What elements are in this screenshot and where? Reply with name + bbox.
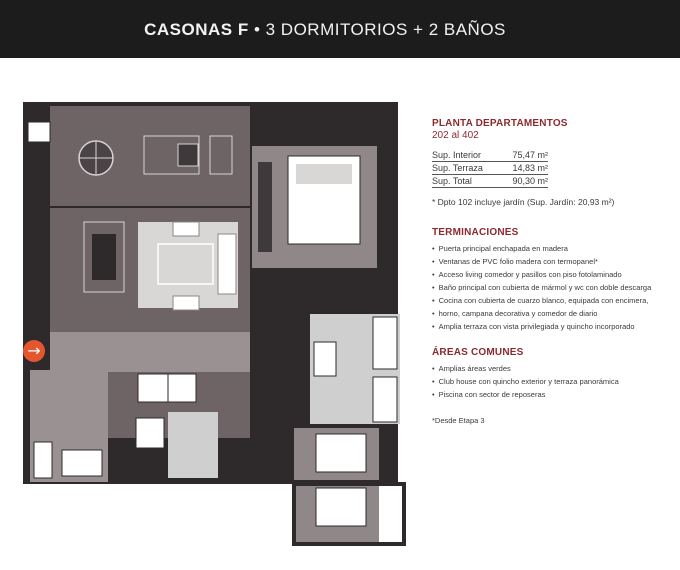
area-value: 75,47 m² [500, 149, 548, 162]
list-item: • Club house con quincho exterior y terraza panorámica [432, 375, 667, 388]
planta-subtitle: 202 al 402 [432, 130, 479, 141]
floor-plan [18, 102, 413, 552]
area-value: 90,30 m² [500, 175, 548, 188]
list-item: • Ventanas de PVC folio madera con termopanel* [432, 255, 667, 268]
bathtub [373, 317, 397, 369]
list-item: • Piscina con sector de reposeras [432, 388, 667, 401]
list-item: • Acceso living comedor y pasillos con piso fotolaminado [432, 268, 667, 281]
area-row [432, 149, 548, 162]
list-item: • Puerta principal enchapada en madera [432, 242, 667, 255]
info-panel [432, 118, 667, 425]
hallway [50, 332, 250, 372]
garden-note: * Dpto 102 incluye jardín (Sup. Jardín: 20,93 m²) [432, 197, 615, 207]
area-value: 14,83 m² [500, 162, 548, 175]
terrace-box [28, 122, 50, 142]
list-item: • horno, campana decorativa y comedor de diario [432, 307, 667, 320]
area-row [432, 162, 548, 175]
entry-arrow-icon: → [23, 340, 45, 362]
list-item: • Amplia terraza con vista privilegiada y quincho incorporado [432, 320, 667, 333]
area-label: Sup. Interior [432, 149, 500, 162]
areas-comunes-list [432, 362, 667, 401]
header-bar [0, 0, 680, 58]
area-label: Sup. Terraza [432, 162, 500, 175]
list-item: • Amplias áreas verdes [432, 362, 667, 375]
planta-title: PLANTA DEPARTAMENTOS [432, 118, 568, 129]
area-label: Sup. Total [432, 175, 500, 188]
laundry [168, 412, 218, 478]
terminaciones-list [432, 242, 667, 333]
footnote: *Desde Etapa 3 [432, 416, 485, 425]
floor-plan-drawing [18, 102, 413, 552]
list-item: • Cocina con cubierta de cuarzo blanco, equipada con encimera, [432, 294, 667, 307]
areas-comunes-title: ÁREAS COMUNES [432, 347, 524, 358]
areas-table [432, 149, 548, 188]
terminaciones-title: TERMINACIONES [432, 227, 519, 238]
title-model: CASONAS F [144, 20, 249, 39]
area-row [432, 175, 548, 188]
title-rooms: • 3 DORMITORIOS + 2 BAÑOS [248, 20, 506, 39]
page-title [0, 20, 650, 40]
list-item: • Baño principal con cubierta de mármol y wc con doble descarga [432, 281, 667, 294]
